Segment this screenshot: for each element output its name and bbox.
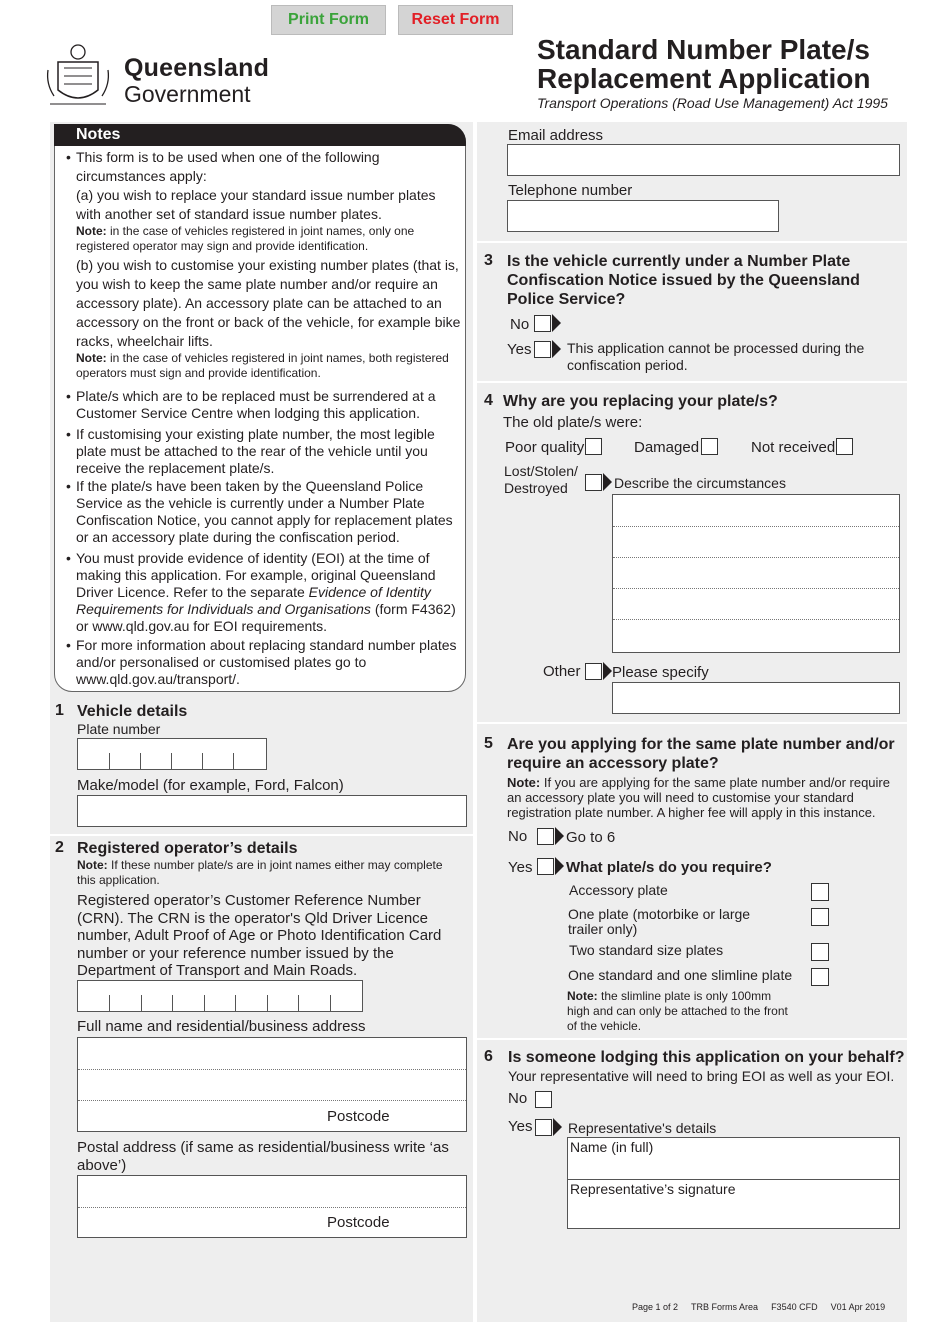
lost-arrow-icon	[603, 473, 612, 491]
s2-note-text: If these number plate/s are in joint names either may complete this application.	[77, 858, 443, 887]
notes-bullet-4: • If the plate/s have been taken by the Queensland Police Service as the vehicle is currently under a Number Plate Confiscation Notice, you cannot apply for replacement plates or an accessory plate during the confiscation period.	[66, 478, 453, 545]
postcode-label: Postcode	[327, 1108, 390, 1125]
s6-yes-checkbox[interactable]	[535, 1119, 552, 1136]
other-arrow-icon	[603, 662, 612, 680]
rep-signature-field[interactable]	[567, 1179, 900, 1229]
s3-no-checkbox[interactable]	[534, 315, 551, 332]
postal-address-label: Postal address (if same as residential/business write ‘as above’)	[77, 1139, 449, 1174]
footer	[632, 1302, 885, 1312]
notes-b1-intro: This form is to be used when one of the following circumstances apply:	[76, 149, 380, 184]
s5-note-text: If you are applying for the same plate number and/or require an accessory plate you will need to customise your standard registration plate number. A higher fee will apply in this instance.	[507, 775, 890, 820]
opt-one-plate-checkbox[interactable]	[811, 908, 829, 926]
s5-note-label: Note:	[507, 775, 541, 790]
s1-number: 1	[55, 702, 64, 719]
describe-circumstances-field[interactable]	[612, 494, 900, 653]
form-title-line1: Standard Number Plate/s	[537, 34, 870, 65]
s5-divider	[477, 722, 907, 724]
slimline-note	[567, 989, 792, 1034]
notes-bullet-3: • If customising your existing plate number, the most legible plate must be attached to the rear of the vehicle until you receive the replacement plate/s.	[66, 426, 435, 476]
other-checkbox[interactable]	[585, 663, 602, 680]
notes-b1-b-note: in the case of vehicles registered in joint names, both registered operators must sign and provide identification.	[76, 351, 449, 380]
queensland-crest-icon	[44, 40, 112, 112]
s5-no-label: No	[508, 828, 528, 845]
print-form-button[interactable]: Print Form	[271, 5, 386, 35]
notes-bullet-6: • For more information about replacing standard number plates and/or personalised or customised plates go to www.qld.gov.au/transport/.	[66, 637, 457, 687]
opt-one-plate-label: One plate (motorbike or large trailer only)	[568, 906, 751, 937]
plate-number-field[interactable]	[77, 738, 267, 770]
opt-accessory-label: Accessory plate	[569, 882, 668, 898]
describe-label: Describe the circumstances	[614, 475, 786, 491]
s3-heading: Is the vehicle currently under a Number Plate Confiscation Notice issued by the Queensland Police Service?	[507, 253, 860, 308]
notes-b1-note-label: Note:	[76, 224, 107, 238]
notes-b5-b: (form F4362) or www.qld.gov.au for EOI requirements.	[76, 601, 456, 634]
s3-yes-checkbox[interactable]	[534, 341, 551, 358]
footer-version: V01 Apr 2019	[830, 1302, 886, 1312]
logo-government: Government	[124, 81, 251, 107]
s2-note	[77, 858, 457, 888]
notes-bullet-2: • Plate/s which are to be replaced must be surrendered at a Customer Service Centre when lodging this application.	[66, 388, 436, 421]
damaged-label: Damaged	[634, 439, 700, 456]
s1-heading: Vehicle details	[77, 703, 188, 720]
s2-number: 2	[55, 839, 64, 856]
s3-divider	[477, 241, 907, 243]
notes-bullet-1: • This form is to be used when one of the following circumstances apply: (a) you wish to replace your standard issue number plates with another set of standard issue number plates. Note: in the case of vehicles registered in joint names, only one registered operator may sign and provide identification. (b) you wish to customise your existing number plates (that is, you wish to keep the same plate number and/or require an accessory plate). An accessory plate can be attached to an accessory on the front or back of the vehicle, for example bike racks, wheelchair lifts. Note: in the case of vehicles registered in joint names, both registered operators must sign and provide identification.	[66, 149, 461, 380]
notes-b6: For more information about replacing standard number plates and/or personalised or customised plates go to www.qld.gov.au/transport/.	[76, 637, 457, 687]
telephone-label: Telephone number	[508, 182, 633, 199]
lost-stolen-label: Lost/Stolen/ Destroyed	[504, 463, 578, 496]
goto-6-label: Go to 6	[566, 829, 616, 846]
opt-two-plates-label: Two standard size plates	[569, 942, 724, 958]
s4-number: 4	[484, 392, 493, 409]
rep-name-label: Name (in full)	[570, 1139, 654, 1155]
full-name-address-label: Full name and residential/business address	[77, 1018, 366, 1035]
lost-stolen-checkbox[interactable]	[585, 474, 602, 491]
s6-divider	[477, 1038, 907, 1040]
email-field[interactable]	[507, 144, 900, 176]
damaged-checkbox[interactable]	[701, 438, 718, 455]
s4-heading: Why are you replacing your plate/s?	[503, 393, 778, 410]
s5-yes-label: Yes	[508, 859, 533, 876]
s3-no-arrow-icon	[552, 314, 561, 332]
s5-number: 5	[484, 735, 493, 752]
s3-number: 3	[484, 252, 493, 269]
s5-heading: Are you applying for the same plate number and/or require an accessory plate?	[507, 736, 895, 772]
notes-b5-a: You must provide evidence of identity (EOI) at the time of making this application. For example, original Queensland Driver Licence. Refer to the separate	[76, 550, 436, 600]
logo-queensland: Queensland	[124, 54, 270, 82]
slimline-note-label: Note:	[567, 989, 598, 1003]
make-model-field[interactable]	[77, 795, 467, 827]
rep-details-label: Representative's details	[568, 1120, 717, 1136]
notes-bullet-5: • You must provide evidence of identity (EOI) at the time of making this application. For example, original Queensland Driver Licence. Refer to the separate Evidence of Identity Requirements for Individuals and Organisations (form F4362) or www.qld.gov.au for EOI requirements.	[66, 550, 456, 634]
footer-area: TRB Forms Area	[691, 1302, 759, 1312]
plate-number-label: Plate number	[77, 721, 161, 737]
reset-form-button[interactable]: Reset Form	[398, 5, 513, 35]
rep-signature-label: Representative’s signature	[570, 1181, 736, 1197]
rep-name-field[interactable]	[567, 1137, 900, 1180]
s5-no-checkbox[interactable]	[537, 828, 554, 845]
s5-yes-checkbox[interactable]	[537, 858, 554, 875]
please-specify-field[interactable]	[612, 682, 900, 714]
notes-b4: If the plate/s have been taken by the Queensland Police Service as the vehicle is currently under a Number Plate Confiscation Notice, you cannot apply for replacement plates or an accessory plate during the confiscation period.	[76, 478, 453, 545]
notes-b1-a: (a) you wish to replace your standard issue number plates with another set of standard issue number plates.	[76, 187, 436, 222]
crn-text: Registered operator’s Customer Reference Number (CRN). The CRN is the operator's Qld Driver Licence number, Adult Proof of Age or Photo Identification Card number or your reference number issued by the Department of Transport and Main Roads.	[77, 892, 442, 979]
notes-b1-b: (b) you wish to customise your existing number plates (that is, you wish to keep the same plate number and/or require an accessory plate). An accessory plate can be attached to an accessory on the front or back of the vehicle, for example bike racks, wheelchair lifts.	[76, 257, 461, 349]
s3-no-label: No	[510, 316, 530, 333]
opt-two-plates-checkbox[interactable]	[811, 943, 829, 961]
s5-yes-arrow-icon	[555, 857, 564, 875]
s2-divider	[50, 834, 473, 836]
which-plates-label: What plate/s do you require?	[566, 859, 772, 876]
s2-note-label: Note:	[77, 858, 108, 872]
s3-yes-arrow-icon	[552, 340, 561, 358]
notes-b1-note: in the case of vehicles registered in joint names, only one registered operator may sign and provide identification.	[76, 224, 415, 253]
s6-sub: Your representative will need to bring EOI as well as your EOI.	[508, 1068, 895, 1084]
slimline-note-text: the slimline plate is only 100mm high and can only be attached to the front of the vehicle.	[567, 989, 788, 1033]
s6-no-checkbox[interactable]	[535, 1091, 552, 1108]
opt-accessory-checkbox[interactable]	[811, 883, 829, 901]
form-title-line2: Replacement Application	[537, 63, 871, 94]
form-act: Transport Operations (Road Use Management) Act 1995	[537, 95, 888, 111]
opt-slimline-label: One standard and one slimline plate	[568, 967, 793, 983]
footer-code: F3540 CFD	[771, 1302, 818, 1312]
s6-yes-label: Yes	[508, 1118, 533, 1135]
s3-yes-text: This application cannot be processed during the confiscation period.	[567, 340, 865, 373]
s6-heading: Is someone lodging this application on your behalf?	[508, 1049, 905, 1066]
s6-no-label: No	[508, 1090, 528, 1107]
notes-b1-b-note-label: Note:	[76, 351, 107, 365]
notes-b5-italic: Evidence of Identity Requirements for Individuals and Organisations	[76, 584, 431, 617]
postal-address-field[interactable]	[77, 1175, 467, 1238]
s5-note	[507, 775, 902, 820]
other-label: Other	[543, 663, 581, 680]
s4-sub: The old plate/s were:	[503, 414, 643, 431]
s4-divider	[477, 381, 907, 383]
s6-number: 6	[484, 1048, 493, 1065]
not-received-checkbox[interactable]	[836, 438, 853, 455]
s6-yes-arrow-icon	[553, 1118, 562, 1136]
s3-yes-label: Yes	[507, 341, 532, 358]
postal-postcode-label: Postcode	[327, 1214, 390, 1231]
make-model-label: Make/model (for example, Ford, Falcon)	[77, 777, 344, 794]
notes-heading: Notes	[76, 126, 121, 143]
footer-page: Page 1 of 2	[632, 1302, 679, 1312]
telephone-field[interactable]	[507, 200, 779, 232]
s2-heading: Registered operator’s details	[77, 840, 298, 857]
poor-quality-label: Poor quality	[505, 439, 585, 456]
notes-b2: Plate/s which are to be replaced must be surrendered at a Customer Service Centre when lodging this application.	[76, 388, 436, 421]
email-label: Email address	[508, 127, 604, 144]
crn-field[interactable]	[77, 980, 363, 1012]
not-received-label: Not received	[751, 439, 836, 456]
opt-slimline-checkbox[interactable]	[811, 968, 829, 986]
please-specify-label: Please specify	[612, 664, 709, 681]
full-name-address-field[interactable]	[77, 1037, 467, 1132]
poor-quality-checkbox[interactable]	[585, 438, 602, 455]
s5-no-arrow-icon	[555, 827, 564, 845]
notes-b3: If customising your existing plate number, the most legible plate must be attached to the rear of the vehicle until you receive the replacement plate/s.	[76, 426, 435, 476]
